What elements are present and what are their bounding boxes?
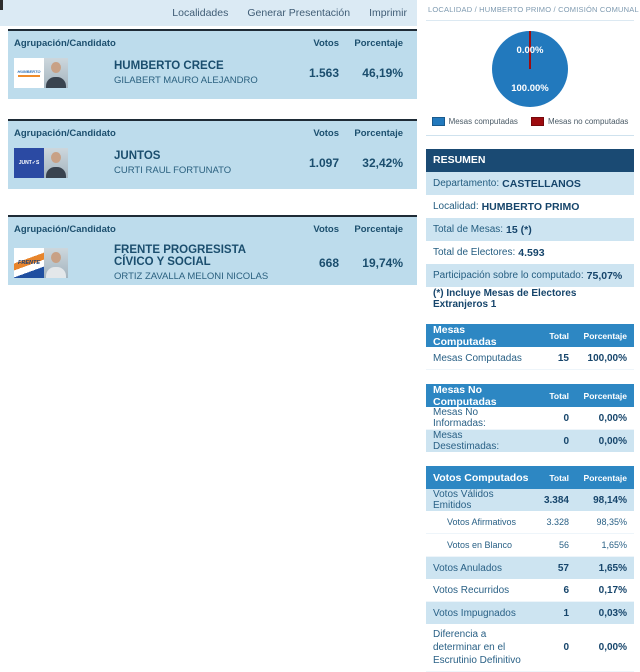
resumen-label: Localidad: [433,201,479,212]
party-name: JUNTOS [114,150,161,162]
candidate-photo [44,58,68,88]
table-row [426,407,634,430]
resumen-header: RESUMEN [426,149,634,172]
column-header-porcentaje: Porcentaje [354,224,403,235]
row-percent: 98,35% [596,517,627,527]
row-percent: 0,00% [598,435,627,447]
row-percent: 1,65% [598,562,627,574]
table-row [426,534,634,557]
row-percent: 0,03% [598,607,627,619]
screen-edge-artifact [0,0,3,10]
row-percent: 1,65% [601,540,627,550]
row-total: 1 [563,607,569,619]
row-total: 57 [557,562,569,574]
resumen-value: CASTELLANOS [502,177,581,190]
row-percent: 0,00% [598,412,627,424]
row-total: 56 [558,540,569,550]
toolbar [0,0,417,26]
party-name: FRENTE PROGRESISTA CÍVICO Y SOCIAL [114,244,246,268]
table-row [426,602,634,624]
table-row [426,557,634,579]
pie-label-zero: 0.00% [516,45,544,56]
column-header-porcentaje: Porcentaje [583,330,627,341]
row-label: Mesas Computadas [433,352,522,364]
column-header-votos: Votos [313,38,339,49]
resumen-row [426,218,634,241]
row-percent: 0,17% [598,584,627,596]
table-row [426,430,634,452]
table-row [426,489,634,511]
candidate-row[interactable] [14,148,403,178]
column-header-porcentaje: Porcentaje [354,128,403,139]
row-label: Votos Anulados [433,562,502,574]
candidate-names [114,60,283,86]
votes-value: 1.563 [308,66,339,80]
table-row [426,347,634,370]
mesas-no-computadas-header [426,384,634,407]
breadcrumb[interactable]: LOCALIDAD / HUMBERTO PRIMO / COMISIÓN COMUNAL [426,0,634,21]
resumen-value: 15 (*) [506,223,532,236]
row-percent: 100,00% [587,352,627,364]
column-header-agrupacion: Agrupación/Candidato [14,38,116,49]
candidate-card [8,215,417,285]
row-total: 0 [563,435,569,447]
resumen-value: HUMBERTO PRIMO [481,200,580,213]
column-header-agrupacion: Agrupación/Candidato [14,224,116,235]
party-logo [14,58,44,88]
candidate-photo [44,248,68,278]
legend-item-computadas [432,117,518,126]
pie-legend [426,117,634,126]
row-percent: 98,14% [593,494,627,506]
table-title: Votos Computados [433,471,529,484]
column-header-total: Total [549,472,569,483]
votes-value: 668 [318,256,339,270]
resumen-value: 75,07% [586,269,623,282]
column-header-porcentaje: Porcentaje [354,38,403,49]
row-total: 15 [557,352,569,364]
percent-value: 46,19% [362,66,403,80]
localidades-link[interactable]: Localidades [172,7,229,19]
column-header-porcentaje: Porcentaje [583,472,627,483]
row-total: 6 [563,584,569,596]
generar-presentacion-link[interactable]: Generar Presentación [247,7,351,19]
candidate-row[interactable] [14,244,403,282]
legend-label: Mesas no computadas [547,117,629,126]
row-label: Diferencia a determinar en el Escrutinio Definitivo [433,629,521,666]
candidate-photo [44,148,68,178]
resumen-footnote: (*) Incluye Mesas de Electores Extranjeros 1 [433,287,577,310]
party-logo [14,148,44,178]
row-label: Votos Afirmativos [447,517,517,527]
legend-swatch-blue [432,117,445,126]
column-header-votos: Votos [313,224,339,235]
card-header [14,31,403,49]
candidate-card [8,119,417,189]
candidate-name: GILABERT MAURO ALEJANDRO [114,75,258,86]
row-label: Mesas Desestimadas: [433,430,500,452]
party-logo-text: JUNT✓S [18,160,40,166]
table-title: Mesas No Computadas [433,383,497,408]
row-total: 0 [563,642,569,653]
row-percent: 0,00% [598,642,627,653]
row-total: 3.384 [543,494,569,506]
card-header [14,217,403,235]
candidate-names [114,150,283,176]
summary-column [426,0,639,672]
table-title: Mesas Computadas [433,323,497,348]
column-header-porcentaje: Porcentaje [583,390,627,401]
party-logo-text: HUMBERTO [18,69,41,77]
column-header-total: Total [549,330,569,341]
pie-label-hundred: 100.00% [511,83,549,94]
column-header-total: Total [549,390,569,401]
row-total: 3.328 [546,517,569,527]
votes-value: 1.097 [308,156,339,170]
column-header-votos: Votos [313,128,339,139]
candidate-card [8,29,417,99]
pie-graphic [492,31,568,107]
resumen-value: 4.593 [518,246,545,259]
row-label: Votos Impugnados [433,607,516,619]
mesas-computadas-header [426,324,634,347]
resumen-label: Total de Mesas: [433,224,504,235]
legend-item-no-computadas [531,117,629,126]
party-logo-text: FRENTE [18,260,40,266]
votos-computados-header [426,466,634,489]
resumen-row [426,264,634,287]
card-header [14,121,403,139]
candidate-name: CURTI RAUL FORTUNATO [114,165,232,176]
legend-swatch-red [531,117,544,126]
resumen-label: Participación sobre lo computado: [433,270,584,281]
row-label: Mesas No Informadas: [433,407,486,429]
mesas-pie-chart [426,21,634,136]
percent-value: 19,74% [362,256,403,270]
row-label: Votos Recurridos [433,584,510,596]
resumen-label: Total de Electores: [433,247,516,258]
legend-label: Mesas computadas [448,117,518,126]
table-row [426,624,634,672]
resumen-row [426,172,634,195]
row-total: 0 [563,412,569,424]
resumen-row [426,195,634,218]
table-row [426,579,634,602]
resumen-row [426,241,634,264]
row-label: Votos Válidos Emitidos [433,489,494,511]
resumen-label: Departamento: [433,178,500,189]
party-name: HUMBERTO CRECE [114,60,224,72]
imprimir-link[interactable]: Imprimir [369,7,407,19]
column-header-agrupacion: Agrupación/Candidato [14,128,116,139]
party-logo [14,248,44,278]
candidate-name: ORTIZ ZAVALLA MELONI NICOLAS [114,271,269,282]
percent-value: 32,42% [362,156,403,170]
candidate-row[interactable] [14,58,403,88]
table-row [426,511,634,534]
candidate-names [114,244,283,282]
row-label: Votos en Blanco [447,540,513,550]
